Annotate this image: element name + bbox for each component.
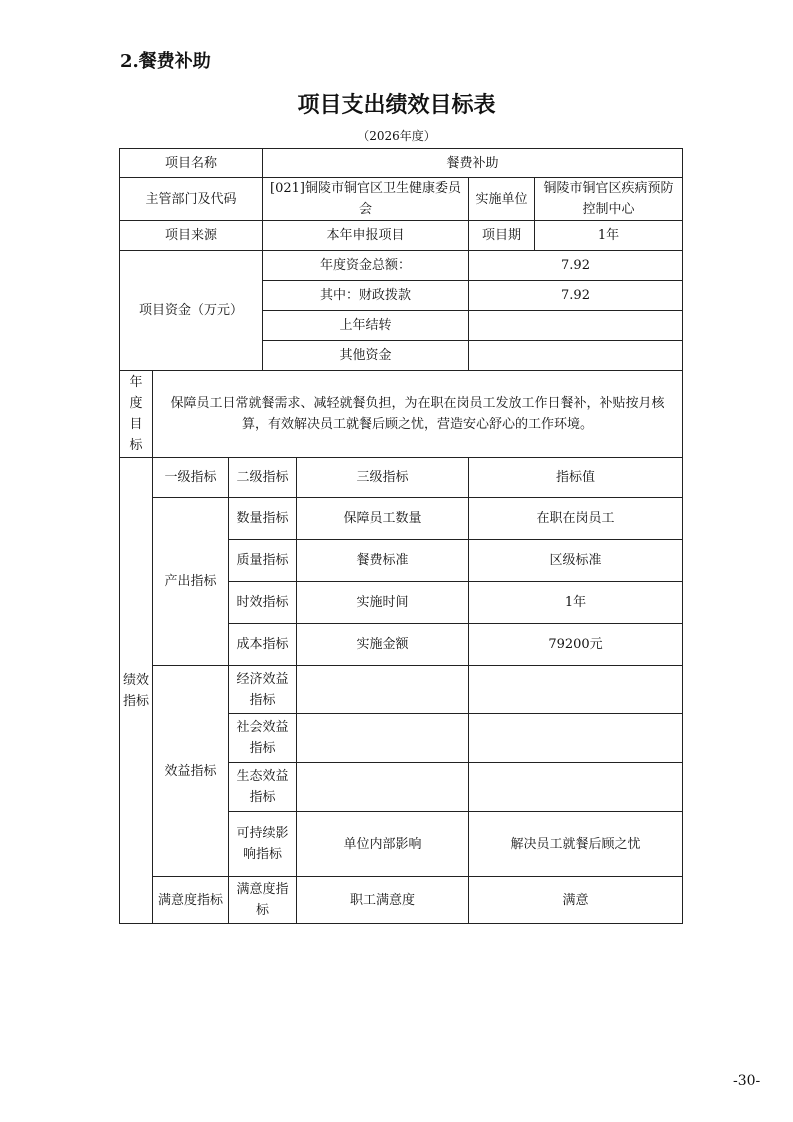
page-number: -30- <box>733 1073 761 1089</box>
indicator-value <box>469 763 683 812</box>
indicator-value <box>469 666 683 714</box>
page-title: 项目支出绩效目标表 <box>297 92 496 118</box>
level3-indicator <box>297 714 469 763</box>
level2-indicator: 成本指标 <box>229 624 297 666</box>
level1-indicator: 满意度指标 <box>153 877 229 924</box>
funds-item-value <box>469 341 683 371</box>
indicator-value <box>469 714 683 763</box>
dept-label: 主管部门及代码 <box>120 178 263 221</box>
header-level2: 二级指标 <box>229 458 297 498</box>
indicator-value: 解决员工就餐后顾之忧 <box>469 812 683 877</box>
level1-indicator: 产出指标 <box>153 498 229 666</box>
level2-indicator: 质量指标 <box>229 540 297 582</box>
level3-indicator: 实施金额 <box>297 624 469 666</box>
level2-indicator: 社会效益指标 <box>229 714 297 763</box>
funds-item-value: 7.92 <box>469 251 683 281</box>
performance-target-table <box>119 148 683 924</box>
funds-item-label: 上年结转 <box>263 311 469 341</box>
indicator-value: 满意 <box>469 877 683 924</box>
level2-indicator: 时效指标 <box>229 582 297 624</box>
funds-item-label: 其中：财政拨款 <box>263 281 469 311</box>
level2-indicator: 数量指标 <box>229 498 297 540</box>
period-value: 1年 <box>535 221 683 251</box>
unit-label: 实施单位 <box>469 178 535 221</box>
source-value: 本年申报项目 <box>263 221 469 251</box>
header-level1: 一级指标 <box>153 458 229 498</box>
indicator-row <box>120 498 683 540</box>
perf-label: 绩效指标 <box>120 458 153 924</box>
indicator-value: 区级标准 <box>469 540 683 582</box>
goal-label: 年度目标 <box>120 371 153 458</box>
goal-text: 保障员工日常就餐需求、减轻就餐负担，为在职在岗员工发放工作日餐补，补贴按月核算，有效解决员工就餐后顾之忧，营造安心舒心的工作环境。 <box>153 371 683 458</box>
source-label: 项目来源 <box>120 221 263 251</box>
level3-indicator: 单位内部影响 <box>297 812 469 877</box>
level3-indicator: 餐费标准 <box>297 540 469 582</box>
dept-value: [021]铜陵市铜官区卫生健康委员会 <box>263 178 469 221</box>
level2-indicator: 可持续影响指标 <box>229 812 297 877</box>
indicator-row <box>120 877 683 924</box>
level3-indicator <box>297 763 469 812</box>
header-value: 指标值 <box>469 458 683 498</box>
level3-indicator: 保障员工数量 <box>297 498 469 540</box>
unit-value: 铜陵市铜官区疾病预防控制中心 <box>535 178 683 221</box>
period-label: 项目期 <box>469 221 535 251</box>
funds-row <box>120 251 683 281</box>
funds-item-label: 其他资金 <box>263 341 469 371</box>
indicator-value: 79200元 <box>469 624 683 666</box>
funds-item-value: 7.92 <box>469 281 683 311</box>
indicator-row <box>120 666 683 714</box>
name-label: 项目名称 <box>120 149 263 178</box>
funds-label: 项目资金（万元） <box>120 251 263 371</box>
level3-indicator: 职工满意度 <box>297 877 469 924</box>
section-heading: 2.餐费补助 <box>120 51 211 72</box>
level2-indicator: 经济效益指标 <box>229 666 297 714</box>
name-value: 餐费补助 <box>263 149 683 178</box>
indicator-value: 在职在岗员工 <box>469 498 683 540</box>
level1-indicator: 效益指标 <box>153 666 229 877</box>
level3-indicator: 实施时间 <box>297 582 469 624</box>
funds-item-label: 年度资金总额： <box>263 251 469 281</box>
level3-indicator <box>297 666 469 714</box>
year-label: （2026年度） <box>357 129 436 143</box>
indicator-value: 1年 <box>469 582 683 624</box>
level2-indicator: 满意度指标 <box>229 877 297 924</box>
funds-item-value <box>469 311 683 341</box>
level2-indicator: 生态效益指标 <box>229 763 297 812</box>
header-level3: 三级指标 <box>297 458 469 498</box>
